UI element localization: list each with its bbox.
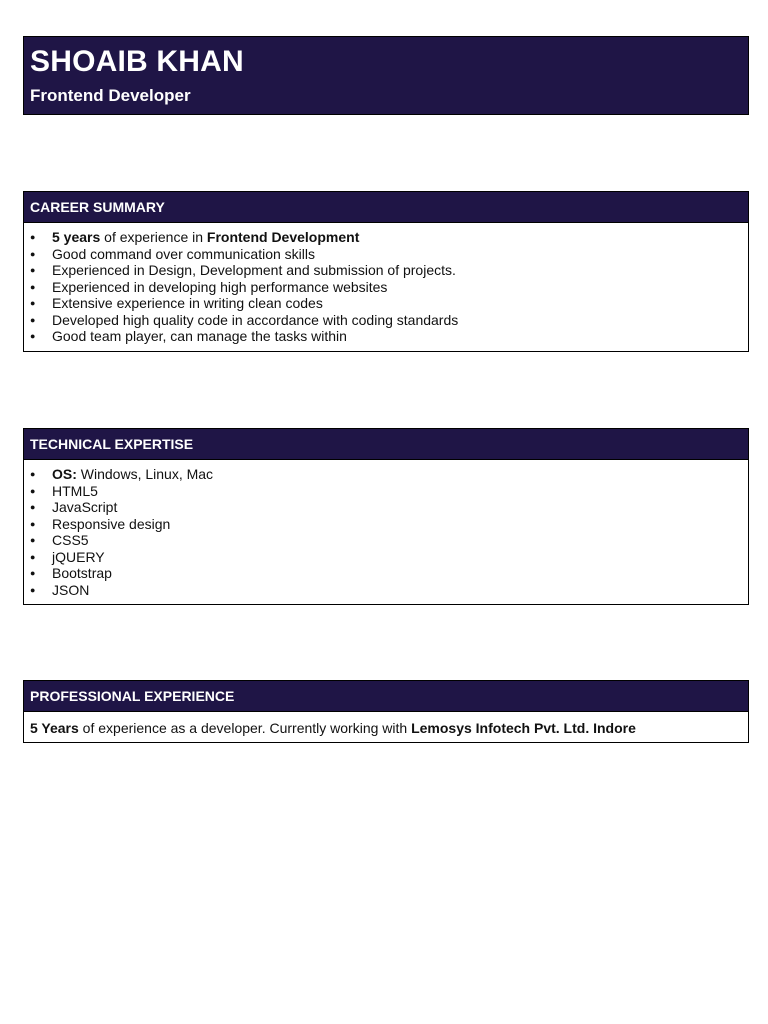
os-label: OS: — [52, 466, 77, 482]
list-item: ● Bootstrap — [24, 565, 748, 582]
list-item: ● Good command over communication skills — [24, 246, 748, 263]
list-item: ● Experienced in Design, Development and submission of projects. — [24, 262, 748, 279]
list-item: ● CSS5 — [24, 532, 748, 549]
list-item: ● Responsive design — [24, 516, 748, 533]
list-item: ● Experienced in developing high performance websites — [24, 279, 748, 296]
summary-text: of experience in — [100, 229, 207, 245]
candidate-name: SHOAIB KHAN — [30, 45, 244, 78]
summary-field: Frontend Development — [206, 229, 360, 245]
technical-expertise-section — [23, 428, 749, 605]
list-item: ● HTML5 — [24, 483, 748, 500]
list-item: ● JavaScript — [24, 499, 748, 516]
technical-expertise-title: TECHNICAL EXPERTISE — [24, 429, 748, 460]
list-item — [24, 229, 748, 246]
professional-experience-title: PROFESSIONAL EXPERIENCE — [24, 681, 748, 712]
resume-header — [23, 36, 749, 115]
experience-years: 5 Years — [30, 720, 79, 736]
career-summary-title: CAREER SUMMARY — [24, 192, 748, 223]
technical-expertise-list — [24, 460, 748, 604]
company-name: Lemosys Infotech Pvt. Ltd. Indore — [411, 720, 636, 736]
list-item: ● JSON — [24, 582, 748, 599]
list-item: ● jQUERY — [24, 549, 748, 566]
summary-years: 5 years — [52, 229, 101, 245]
experience-description: of experience as a developer. Currently working with — [78, 720, 412, 736]
career-summary-section — [23, 191, 749, 352]
professional-experience-text — [24, 712, 748, 742]
professional-experience-section — [23, 680, 749, 743]
os-value: Windows, Linux, Mac — [76, 466, 214, 482]
list-item: ● Good team player, can manage the tasks within — [24, 328, 748, 345]
candidate-role: Frontend Developer — [30, 86, 191, 105]
list-item: ● Extensive experience in writing clean codes — [24, 295, 748, 312]
career-summary-list — [24, 223, 748, 351]
list-item: ● Developed high quality code in accordance with coding standards — [24, 312, 748, 329]
list-item — [24, 466, 748, 483]
